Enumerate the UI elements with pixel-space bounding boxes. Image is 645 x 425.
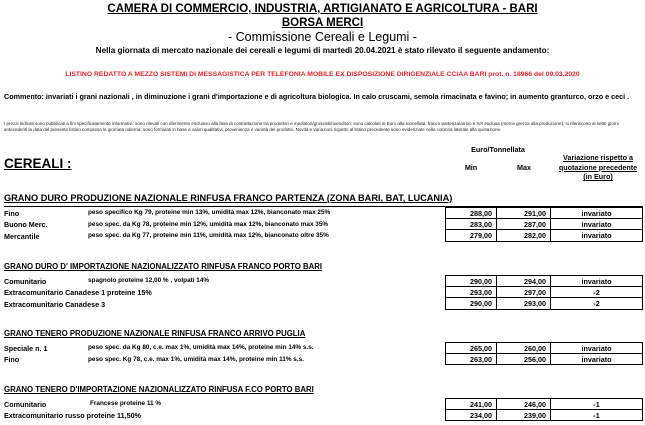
min-header: Min xyxy=(464,163,478,172)
product-name: Extracomunitario Canadese 3 xyxy=(4,299,106,309)
product-name: Fino xyxy=(4,208,20,218)
product-spec: peso specifico Kg 79, proteine min 13%, umidità max 12%, bianconato max 25% xyxy=(88,209,331,216)
price-variation: invariato xyxy=(551,219,643,231)
max-price: 293,00 xyxy=(497,298,551,310)
price-variation: invariato xyxy=(551,342,643,354)
max-price: 294,00 xyxy=(497,275,551,287)
min-price: 241,00 xyxy=(445,398,497,410)
product-name: Extracomunitario russo proteine 11,50% xyxy=(4,411,142,420)
max-price: 246,00 xyxy=(497,398,551,410)
group-title: GRANO DURO D' IMPORTAZIONE NAZIONALIZZATO RINFUSA FRANCO PORTO BARI xyxy=(4,262,323,271)
max-price: 282,00 xyxy=(497,230,551,242)
market-comment: Commento: invariati i grani nazionali , in diminuzione i grani d'importazione e di agricoltura biologica. In calo cruscami, semola rimacinata e favino; in aumento granturco, orzo e ceci . xyxy=(4,92,630,101)
variation-header: Variazione rispetto a quotazione precedente (in Euro) xyxy=(558,153,638,181)
fine-print: I prezzi indicati sono pubblicati a fini specificatamente informativi: sono rilevati con riferimento esclusivo alla fase di contrattazione tra produttori e mediatori/grossisti/rivenditori; sono calcolati in Euro alla tonnellata, franco partenza/arrivo e IVA esclusa (merce grezza alla produzione); si riferiscono ai sette giorni antecedenti la data del presente listino compresa la giornata odierna; sono formulati in base a valori qualitativi, provenienza e varietà del prodotto. Novità e variazioni rispetto al listino precedente sono evidenziate nella colonna laterale alla quotazione. xyxy=(4,121,619,132)
product-name: Speciale n. 1 xyxy=(4,343,48,353)
price-variation: invariato xyxy=(551,207,643,219)
min-price: 234,00 xyxy=(445,410,497,422)
min-price: 283,00 xyxy=(445,219,497,231)
min-price: 290,00 xyxy=(445,298,497,310)
product-name: Buono Merc. xyxy=(4,220,48,229)
group-title: GRANO DURO PRODUZIONE NAZIONALE RINFUSA FRANCO PARTENZA (ZONA BARI, BAT, LUCANIA) xyxy=(4,193,453,203)
exchange-title: BORSA MERCI xyxy=(281,17,364,29)
price-variation: invariato xyxy=(551,230,643,242)
product-name: Comunitario xyxy=(4,276,47,286)
min-price: 290,00 xyxy=(445,275,497,287)
notice-line: LISTINO REDATTO A MEZZO SISTEMI DI MESSAGISTICA PER TELEFONIA MOBILE EX DISPOSIZIONE DIRIGENZIALE CCIAA BARI prot. n. 18966 del 09.03.2020 xyxy=(65,71,580,78)
product-spec: peso spec. da Kg 78, proteine min 12%, umidità max 12%, bianconato max 35% xyxy=(88,220,329,228)
price-variation: -1 xyxy=(551,398,643,410)
max-price: 297,00 xyxy=(497,287,551,299)
group-title: GRANO TENERO PRODUZIONE NAZIONALE RINFUSA FRANCO ARRIVO PUGLIA xyxy=(4,329,306,338)
max-header: Max xyxy=(517,163,531,172)
section-title: CEREALI : xyxy=(4,156,72,171)
group-title: GRANO TENERO D'IMPORTAZIONE NAZIONALIZZATO RINFUSA F.CO PORTO BARI xyxy=(4,385,314,394)
max-price: 291,00 xyxy=(497,207,551,219)
product-name: Extracomunitario Canadese 1 proteine 15% xyxy=(4,288,152,297)
product-spec: peso spec. da Kg 80, c.e. max 1%, umidità max 14%, proteine min 14% s.s. xyxy=(88,344,314,351)
product-name: Fino xyxy=(4,355,20,364)
max-price: 239,00 xyxy=(497,410,551,422)
product-name: Mercantile xyxy=(4,231,40,241)
price-variation: -1 xyxy=(551,410,643,422)
max-price: 260,00 xyxy=(497,342,551,354)
min-price: 265,00 xyxy=(445,342,497,354)
unit-header: Euro/Tonnellata xyxy=(471,145,525,154)
price-variation: invariato xyxy=(551,275,643,287)
commission-title: - Commissione Cereali e Legumi - xyxy=(228,30,417,44)
product-name: Comunitario xyxy=(4,399,47,409)
product-spec: Francese proteine 11 % xyxy=(90,400,162,407)
price-variation: invariato xyxy=(551,354,643,366)
min-price: 279,00 xyxy=(445,230,497,242)
product-spec: peso spec. Kg 78, c.e. max 1%, umidità max 14%, proteine min 11% s.s. xyxy=(88,355,304,363)
price-variation: -2 xyxy=(551,287,643,299)
min-price: 293,00 xyxy=(445,287,497,299)
chamber-title: CAMERA DI COMMERCIO, INDUSTRIA, ARTIGIANATO E AGRICOLTURA - BARI xyxy=(107,3,538,15)
product-spec: spagnolo proteine 12,00 % , volpati 14% xyxy=(88,277,210,284)
price-variation: -2 xyxy=(551,298,643,310)
min-price: 288,00 xyxy=(445,207,497,219)
max-price: 256,00 xyxy=(497,354,551,366)
min-price: 263,00 xyxy=(445,354,497,366)
max-price: 287,00 xyxy=(497,219,551,231)
product-spec: peso spec. da Kg 77, proteine min 11%, umidità max 12%, bianconato oltre 35% xyxy=(88,232,329,239)
market-statement: Nella giornata di mercato nazionale dei cereali e legumi di martedì 20.04.2021 è stato rilevato il seguente andamento: xyxy=(95,46,550,55)
